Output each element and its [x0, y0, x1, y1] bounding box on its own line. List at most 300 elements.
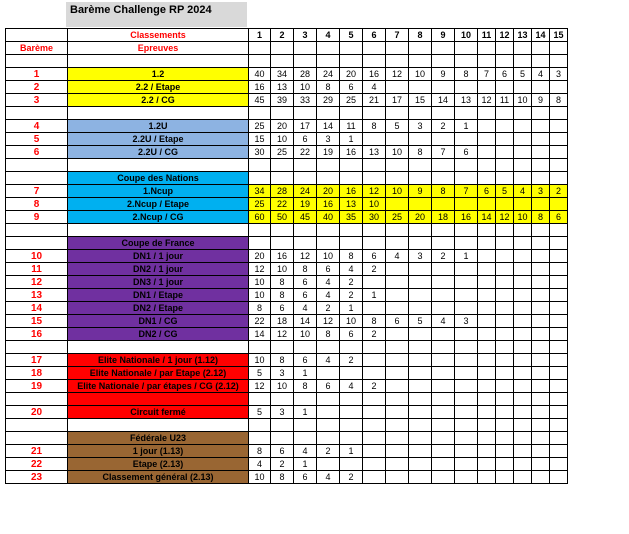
value-cell — [294, 393, 317, 406]
value-cell: 1 — [455, 250, 478, 263]
value-cell: 10 — [386, 185, 409, 198]
value-cell: 28 — [271, 185, 294, 198]
value-cell — [409, 198, 432, 211]
value-cell — [409, 419, 432, 432]
value-cell — [409, 393, 432, 406]
value-cell — [432, 289, 455, 302]
value-cell — [514, 276, 532, 289]
value-cell — [455, 341, 478, 354]
value-cell — [514, 328, 532, 341]
value-cell — [514, 419, 532, 432]
value-cell — [340, 458, 363, 471]
value-cell — [409, 354, 432, 367]
value-cell — [340, 107, 363, 120]
value-cell — [249, 419, 271, 432]
value-cell — [432, 341, 455, 354]
value-cell — [478, 432, 496, 445]
value-cell: 3 — [532, 185, 550, 198]
value-cell: 4 — [514, 185, 532, 198]
table-row — [6, 315, 568, 328]
epreuve-cell: Classement général (2.13) — [68, 471, 249, 484]
value-cell — [386, 406, 409, 419]
epreuve-cell: 1.2 — [68, 68, 249, 81]
header-empty-cell — [496, 42, 514, 55]
value-cell — [550, 432, 568, 445]
rank-header-4: 4 — [317, 29, 340, 42]
value-cell — [478, 133, 496, 146]
value-cell: 30 — [249, 146, 271, 159]
value-cell: 6 — [294, 354, 317, 367]
bareme-cell: 15 — [6, 315, 68, 328]
value-cell — [386, 237, 409, 250]
value-cell: 2 — [271, 458, 294, 471]
value-cell: 12 — [478, 94, 496, 107]
value-cell — [478, 172, 496, 185]
epreuve-cell — [68, 393, 249, 406]
value-cell — [478, 224, 496, 237]
table-row — [6, 354, 568, 367]
value-cell: 7 — [478, 68, 496, 81]
epreuve-cell: Circuit fermé — [68, 406, 249, 419]
value-cell: 20 — [340, 68, 363, 81]
value-cell: 18 — [432, 211, 455, 224]
value-cell — [432, 328, 455, 341]
value-cell — [340, 406, 363, 419]
header-corner — [6, 29, 68, 42]
value-cell: 8 — [249, 302, 271, 315]
value-cell — [432, 276, 455, 289]
value-cell: 6 — [317, 380, 340, 393]
value-cell: 10 — [294, 328, 317, 341]
value-cell — [478, 250, 496, 263]
value-cell — [532, 55, 550, 68]
value-cell: 17 — [386, 94, 409, 107]
epreuve-cell: Coupe de France — [68, 237, 249, 250]
header-classements-label: Classements — [68, 29, 249, 42]
bareme-cell — [6, 159, 68, 172]
value-cell — [532, 380, 550, 393]
value-cell — [455, 406, 478, 419]
value-cell: 16 — [317, 198, 340, 211]
value-cell — [386, 354, 409, 367]
bareme-cell: 12 — [6, 276, 68, 289]
epreuve-cell: DN2 / CG — [68, 328, 249, 341]
value-cell — [550, 276, 568, 289]
value-cell — [432, 354, 455, 367]
value-cell — [478, 107, 496, 120]
value-cell — [432, 380, 455, 393]
value-cell: 8 — [532, 211, 550, 224]
value-cell — [496, 341, 514, 354]
value-cell — [432, 107, 455, 120]
value-cell — [478, 289, 496, 302]
value-cell: 20 — [249, 250, 271, 263]
epreuve-cell: 2.2U / Etape — [68, 133, 249, 146]
value-cell — [455, 172, 478, 185]
value-cell: 6 — [386, 315, 409, 328]
value-cell — [532, 250, 550, 263]
value-cell: 6 — [550, 211, 568, 224]
value-cell — [409, 432, 432, 445]
value-cell — [432, 419, 455, 432]
value-cell — [496, 458, 514, 471]
value-cell — [514, 354, 532, 367]
value-cell — [478, 328, 496, 341]
value-cell — [514, 367, 532, 380]
bareme-cell — [6, 237, 68, 250]
epreuve-cell — [68, 419, 249, 432]
table-row — [6, 185, 568, 198]
value-cell — [455, 367, 478, 380]
value-cell — [532, 471, 550, 484]
value-cell: 6 — [294, 289, 317, 302]
value-cell — [340, 224, 363, 237]
value-cell — [550, 159, 568, 172]
value-cell — [496, 380, 514, 393]
value-cell — [363, 367, 386, 380]
value-cell: 12 — [249, 263, 271, 276]
value-cell — [271, 55, 294, 68]
value-cell — [496, 146, 514, 159]
value-cell — [532, 393, 550, 406]
value-cell — [317, 55, 340, 68]
value-cell — [409, 341, 432, 354]
bareme-cell — [6, 341, 68, 354]
value-cell: 3 — [271, 367, 294, 380]
value-cell — [455, 81, 478, 94]
value-cell — [496, 393, 514, 406]
value-cell: 14 — [478, 211, 496, 224]
value-cell — [550, 367, 568, 380]
value-cell — [514, 471, 532, 484]
header-empty-cell — [386, 42, 409, 55]
value-cell — [478, 55, 496, 68]
value-cell — [514, 224, 532, 237]
value-cell — [409, 328, 432, 341]
value-cell — [340, 237, 363, 250]
value-cell — [432, 432, 455, 445]
value-cell — [514, 107, 532, 120]
value-cell: 4 — [532, 68, 550, 81]
value-cell — [532, 159, 550, 172]
value-cell — [478, 159, 496, 172]
value-cell — [317, 432, 340, 445]
value-cell: 4 — [432, 315, 455, 328]
value-cell — [514, 237, 532, 250]
value-cell — [409, 81, 432, 94]
value-cell — [386, 458, 409, 471]
value-cell — [409, 263, 432, 276]
value-cell — [409, 406, 432, 419]
value-cell — [514, 159, 532, 172]
header-row-classements — [6, 29, 568, 42]
value-cell — [386, 133, 409, 146]
value-cell: 18 — [271, 315, 294, 328]
value-cell — [532, 172, 550, 185]
page-title: Barème Challenge RP 2024 — [66, 2, 247, 27]
bareme-cell: 10 — [6, 250, 68, 263]
value-cell — [317, 159, 340, 172]
value-cell — [249, 393, 271, 406]
value-cell: 2 — [317, 445, 340, 458]
value-cell — [550, 263, 568, 276]
header-empty-cell — [532, 42, 550, 55]
value-cell — [550, 328, 568, 341]
value-cell: 10 — [386, 146, 409, 159]
header-empty-cell — [340, 42, 363, 55]
value-cell — [432, 55, 455, 68]
value-cell: 5 — [249, 406, 271, 419]
value-cell — [478, 341, 496, 354]
value-cell — [409, 107, 432, 120]
epreuve-cell: 2.Ncup / Etape — [68, 198, 249, 211]
bareme-cell — [6, 55, 68, 68]
epreuve-cell: DN1 / Etape — [68, 289, 249, 302]
spacer-row — [6, 55, 568, 68]
value-cell — [496, 263, 514, 276]
value-cell — [514, 393, 532, 406]
value-cell — [496, 237, 514, 250]
section-row — [6, 432, 568, 445]
epreuve-cell: DN1 / CG — [68, 315, 249, 328]
value-cell — [409, 458, 432, 471]
value-cell — [271, 237, 294, 250]
value-cell — [363, 393, 386, 406]
value-cell: 2 — [550, 185, 568, 198]
epreuve-cell: 1.2U — [68, 120, 249, 133]
value-cell — [386, 107, 409, 120]
value-cell: 6 — [340, 81, 363, 94]
value-cell: 6 — [340, 328, 363, 341]
value-cell — [550, 445, 568, 458]
value-cell — [532, 81, 550, 94]
value-cell — [496, 328, 514, 341]
rank-header-14: 14 — [532, 29, 550, 42]
value-cell — [455, 458, 478, 471]
value-cell — [478, 393, 496, 406]
value-cell — [363, 133, 386, 146]
value-cell: 22 — [271, 198, 294, 211]
rank-header-9: 9 — [432, 29, 455, 42]
value-cell — [496, 432, 514, 445]
value-cell — [514, 263, 532, 276]
value-cell — [496, 419, 514, 432]
value-cell — [363, 354, 386, 367]
section-row — [6, 172, 568, 185]
value-cell — [294, 107, 317, 120]
value-cell — [532, 237, 550, 250]
value-cell — [514, 55, 532, 68]
value-cell — [363, 445, 386, 458]
value-cell — [532, 432, 550, 445]
bareme-cell: 6 — [6, 146, 68, 159]
header-empty-cell — [294, 42, 317, 55]
value-cell — [478, 237, 496, 250]
value-cell — [386, 419, 409, 432]
value-cell: 3 — [409, 120, 432, 133]
value-cell — [432, 445, 455, 458]
value-cell: 12 — [294, 250, 317, 263]
value-cell — [478, 380, 496, 393]
bareme-cell — [6, 393, 68, 406]
value-cell: 12 — [496, 211, 514, 224]
bareme-cell: 14 — [6, 302, 68, 315]
epreuve-cell — [68, 341, 249, 354]
value-cell: 8 — [340, 250, 363, 263]
rank-header-15: 15 — [550, 29, 568, 42]
value-cell — [455, 237, 478, 250]
value-cell — [532, 146, 550, 159]
value-cell — [532, 458, 550, 471]
epreuve-cell: Elite Nationale / 1 jour (1.12) — [68, 354, 249, 367]
epreuve-cell — [68, 224, 249, 237]
value-cell: 13 — [340, 198, 363, 211]
value-cell: 6 — [294, 133, 317, 146]
value-cell: 9 — [532, 94, 550, 107]
value-cell — [550, 250, 568, 263]
value-cell — [455, 263, 478, 276]
value-cell: 2 — [340, 354, 363, 367]
value-cell — [550, 458, 568, 471]
value-cell: 6 — [271, 445, 294, 458]
value-cell: 5 — [386, 120, 409, 133]
value-cell — [340, 419, 363, 432]
value-cell — [386, 198, 409, 211]
value-cell — [532, 354, 550, 367]
value-cell: 6 — [478, 185, 496, 198]
value-cell — [455, 133, 478, 146]
value-cell — [386, 328, 409, 341]
value-cell — [514, 302, 532, 315]
value-cell — [386, 341, 409, 354]
rank-header-6: 6 — [363, 29, 386, 42]
value-cell: 2 — [363, 380, 386, 393]
value-cell: 6 — [496, 68, 514, 81]
value-cell: 12 — [249, 380, 271, 393]
value-cell — [294, 432, 317, 445]
header-empty-cell — [455, 42, 478, 55]
value-cell — [340, 393, 363, 406]
value-cell — [514, 81, 532, 94]
value-cell — [455, 328, 478, 341]
value-cell: 17 — [294, 120, 317, 133]
value-cell — [249, 341, 271, 354]
rank-header-8: 8 — [409, 29, 432, 42]
value-cell: 6 — [294, 471, 317, 484]
header-empty-cell — [550, 42, 568, 55]
value-cell: 33 — [294, 94, 317, 107]
value-cell: 4 — [294, 445, 317, 458]
value-cell — [317, 341, 340, 354]
value-cell — [294, 237, 317, 250]
value-cell — [478, 263, 496, 276]
value-cell: 24 — [317, 68, 340, 81]
bareme-cell: 23 — [6, 471, 68, 484]
value-cell — [386, 276, 409, 289]
value-cell: 8 — [455, 68, 478, 81]
value-cell — [363, 159, 386, 172]
value-cell: 10 — [249, 354, 271, 367]
value-cell — [532, 198, 550, 211]
epreuve-cell: Elite Nationale / par Etape (2.12) — [68, 367, 249, 380]
value-cell — [249, 159, 271, 172]
value-cell — [340, 159, 363, 172]
value-cell — [550, 289, 568, 302]
value-cell: 8 — [550, 94, 568, 107]
value-cell: 10 — [317, 250, 340, 263]
table-row — [6, 211, 568, 224]
value-cell: 8 — [271, 289, 294, 302]
value-cell: 5 — [496, 185, 514, 198]
value-cell: 15 — [409, 94, 432, 107]
value-cell — [363, 471, 386, 484]
spacer-row — [6, 107, 568, 120]
value-cell — [496, 276, 514, 289]
value-cell: 4 — [317, 276, 340, 289]
value-cell: 2 — [363, 328, 386, 341]
value-cell — [386, 367, 409, 380]
value-cell — [496, 107, 514, 120]
value-cell — [317, 107, 340, 120]
value-cell — [550, 354, 568, 367]
value-cell: 8 — [317, 81, 340, 94]
value-cell: 34 — [249, 185, 271, 198]
value-cell — [532, 406, 550, 419]
value-cell: 19 — [294, 198, 317, 211]
epreuve-cell: 2.Ncup / CG — [68, 211, 249, 224]
value-cell — [478, 419, 496, 432]
value-cell — [550, 81, 568, 94]
bareme-cell: 20 — [6, 406, 68, 419]
value-cell — [386, 289, 409, 302]
value-cell — [249, 107, 271, 120]
bareme-cell: 7 — [6, 185, 68, 198]
value-cell — [514, 380, 532, 393]
value-cell — [432, 393, 455, 406]
value-cell — [386, 302, 409, 315]
value-cell: 12 — [363, 185, 386, 198]
value-cell — [363, 432, 386, 445]
value-cell — [340, 172, 363, 185]
value-cell — [514, 133, 532, 146]
value-cell: 8 — [271, 354, 294, 367]
value-cell — [432, 471, 455, 484]
value-cell — [514, 120, 532, 133]
table-row — [6, 302, 568, 315]
value-cell: 34 — [271, 68, 294, 81]
value-cell — [386, 432, 409, 445]
value-cell: 1 — [294, 367, 317, 380]
bareme-cell: 19 — [6, 380, 68, 393]
bareme-cell: 5 — [6, 133, 68, 146]
value-cell — [271, 159, 294, 172]
value-cell: 8 — [271, 471, 294, 484]
value-cell — [294, 341, 317, 354]
value-cell — [550, 55, 568, 68]
epreuve-cell: 1.Ncup — [68, 185, 249, 198]
value-cell: 2 — [317, 302, 340, 315]
value-cell — [271, 341, 294, 354]
value-cell: 12 — [317, 315, 340, 328]
value-cell: 4 — [249, 458, 271, 471]
table-row — [6, 471, 568, 484]
value-cell: 10 — [271, 133, 294, 146]
value-cell: 9 — [409, 185, 432, 198]
value-cell — [514, 341, 532, 354]
header-bareme-label: Barème — [6, 42, 68, 55]
value-cell — [317, 367, 340, 380]
header-empty-cell — [432, 42, 455, 55]
